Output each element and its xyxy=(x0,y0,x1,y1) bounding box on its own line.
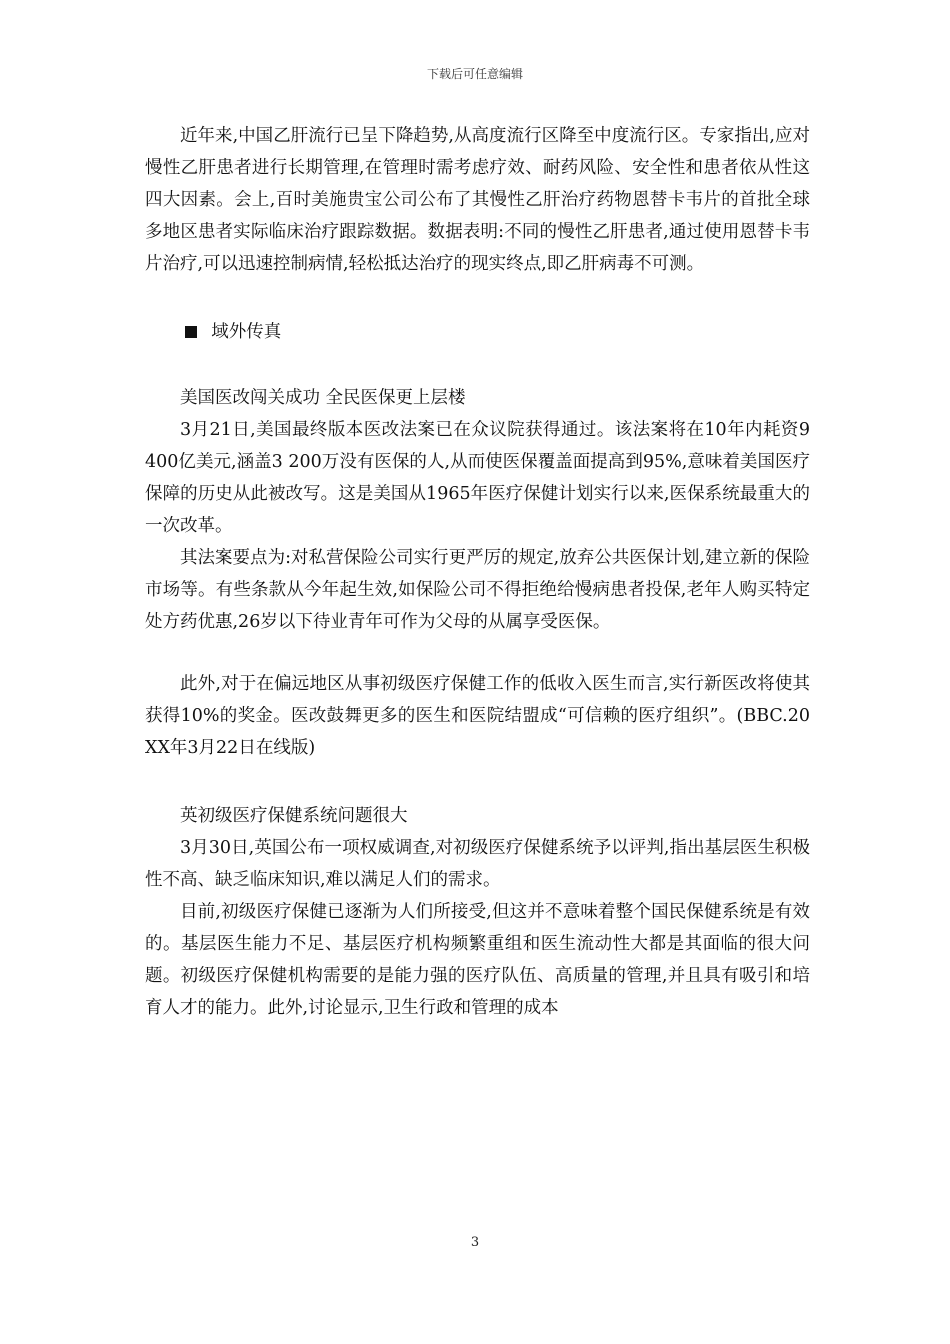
document-body xyxy=(145,120,810,1024)
square-bullet-icon xyxy=(185,326,197,338)
article-heading-uk-primary-care: 英初级医疗保健系统问题很大 xyxy=(180,806,408,826)
paragraph-hepatitis-b: 近年来,中国乙肝流行已呈下降趋势,从高度流行区降至中度流行区。专家指出,应对慢性乙肝患者进行长期管理,在管理时需考虑疗效、耐药风险、安全性和患者依从性这四大因素。会上,百时美施贵宝公司公布了其慢性乙肝治疗药物恩替卡韦片的首批全球多地区患者实际临床治疗跟踪数据。数据表明:不同的慢性乙肝患者,通过使用恩替卡韦片治疗,可以迅速控制病情,轻松抵达治疗的现实终点,即乙肝病毒不可测。 xyxy=(145,126,810,274)
page-number: 3 xyxy=(470,1235,480,1250)
section-heading xyxy=(145,316,810,348)
paragraph-us-reform-bonus: 此外,对于在偏远地区从事初级医疗保健工作的低收入医生而言,实行新医改将使其获得10%的奖金。医改鼓舞更多的医生和医院结盟成“可信赖的医疗组织”。(BBC.20XX年3月22日在线版) xyxy=(145,674,810,758)
spacer xyxy=(145,764,810,782)
paragraph-uk-survey: 3月30日,英国公布一项权威调查,对初级医疗保健系统予以评判,指出基层医生积极性不高、缺乏临床知识,难以满足人们的需求。 xyxy=(145,838,810,890)
spacer xyxy=(145,280,810,316)
section-heading-label: 域外传真 xyxy=(211,322,282,342)
paragraph-us-reform-points: 其法案要点为:对私营保险公司实行更严厉的规定,放弃公共医保计划,建立新的保险市场等。有些条款从今年起生效,如保险公司不得拒绝给慢病患者投保,老年人购买特定处方药优惠,26岁以下待业青年可作为父母的从属享受医保。 xyxy=(145,548,810,632)
spacer xyxy=(145,782,810,800)
spacer xyxy=(145,348,810,382)
article-heading-us-reform: 美国医改闯关成功 全民医保更上层楼 xyxy=(180,388,466,408)
page-header: 下载后可任意编辑 xyxy=(426,67,523,81)
paragraph-us-reform-passed: 3月21日,美国最终版本医改法案已在众议院获得通过。该法案将在10年内耗资9 400亿美元,涵盖3 200万没有医保的人,从而使医保覆盖面提高到95%,意味着美国医疗保障的历史从此被改写。这是美国从1965年医疗保健计划实行以来,医保系统最重大的一次改革。 xyxy=(145,420,810,536)
spacer xyxy=(145,638,810,668)
paragraph-uk-problems: 目前,初级医疗保健已逐渐为人们所接受,但这并不意味着整个国民保健系统是有效的。基层医生能力不足、基层医疗机构频繁重组和医生流动性大都是其面临的很大问题。初级医疗保健机构需要的是能力强的医疗队伍、高质量的管理,并且具有吸引和培育人才的能力。此外,讨论显示,卫生行政和管理的成本 xyxy=(145,902,810,1018)
